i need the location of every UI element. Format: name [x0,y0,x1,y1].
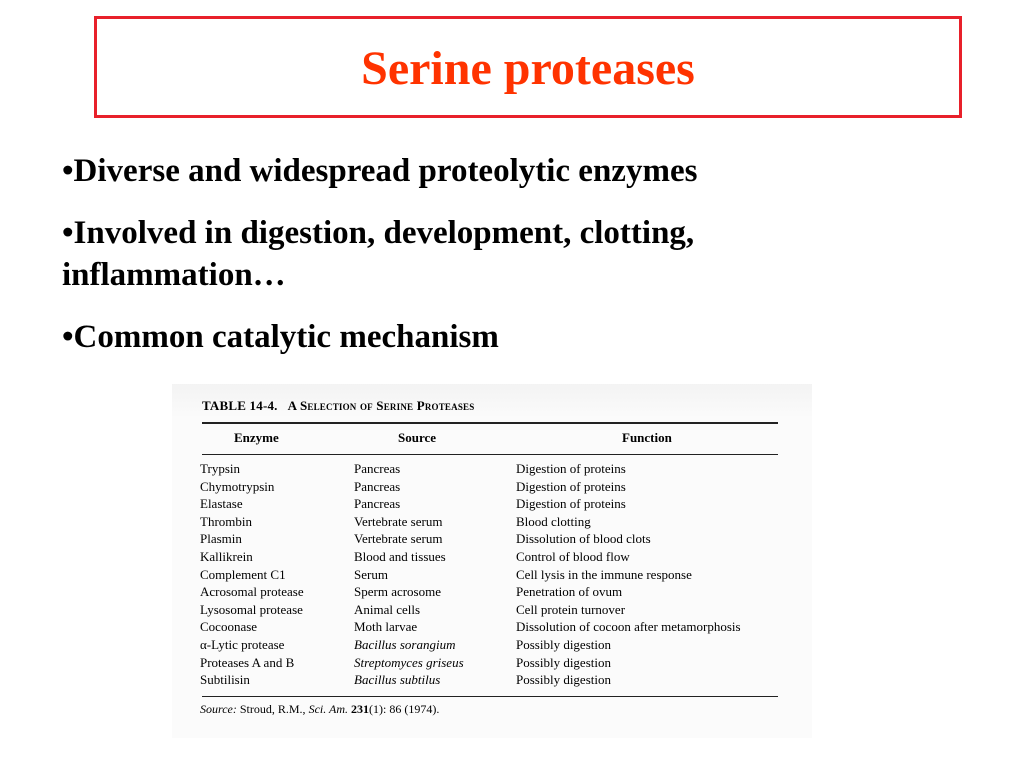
cell-source: Vertebrate serum [354,513,443,529]
table-bottom-rule [202,696,778,697]
table-row [200,460,800,478]
table-top-rule [202,422,778,424]
source-author: Stroud, R.M., [239,702,306,716]
cell-enzyme: Elastase [200,496,243,512]
source-label: Source: [200,702,237,716]
cell-function: Cell protein turnover [516,601,626,617]
table-body [200,460,800,689]
cell-function: Dissolution of cocoon after metamorphosis [516,619,741,635]
cell-function: Digestion of proteins [516,496,626,512]
cell-function: Dissolution of blood clots [516,531,651,547]
source-citation [200,702,439,717]
cell-function: Possibly digestion [516,654,611,670]
source-volume: 231 [351,702,370,716]
table-row [200,530,800,548]
cell-source: Pancreas [354,478,401,494]
bullet-item: •Involved in digestion, development, clotting, inflammation… [62,215,695,293]
cell-function: Control of blood flow [516,548,630,564]
table-row [200,601,800,619]
table-row [200,618,800,636]
cell-source: Pancreas [354,496,401,512]
cell-enzyme: Kallikrein [200,548,253,564]
cell-enzyme: Cocoonase [200,619,258,635]
cell-source: Bacillus sorangium [354,636,456,652]
table-row [200,654,800,672]
source-rest: (1): 86 (1974). [369,702,440,716]
cell-source: Animal cells [354,601,421,617]
table-title: A Selection of Serine Proteases [287,398,475,413]
table-row [200,548,800,566]
cell-function: Penetration of ovum [516,584,623,600]
cell-source: Sperm acrosome [354,584,442,600]
cell-source: Serum [354,566,388,582]
cell-function: Blood clotting [516,513,591,529]
cell-enzyme: Acrosomal protease [200,584,304,600]
cell-enzyme: Plasmin [200,531,242,547]
cell-source: Blood and tissues [354,548,446,564]
scanned-table-image [172,384,812,738]
table-row [200,513,800,531]
table-row [200,583,800,601]
table-row [200,566,800,584]
cell-enzyme: Lysosomal protease [200,601,303,617]
bullet-item: •Common catalytic mechanism [62,319,499,355]
cell-enzyme: α-Lytic protease [200,636,285,652]
cell-source: Moth larvae [354,619,418,635]
table-row [200,671,800,689]
cell-enzyme: Proteases A and B [200,654,295,670]
cell-function: Cell lysis in the immune response [516,566,692,582]
title-box [94,16,962,118]
cell-enzyme: Thrombin [200,513,252,529]
slide-title: Serine proteases [361,42,695,95]
source-journal: Sci. Am. [308,702,349,716]
cell-source: Pancreas [354,461,401,476]
cell-source: Vertebrate serum [354,531,443,547]
cell-function: Digestion of proteins [516,461,626,476]
cell-enzyme: Chymotrypsin [200,478,275,494]
cell-function: Possibly digestion [516,672,611,688]
header-source: Source [398,430,437,445]
header-function: Function [622,430,672,445]
cell-enzyme: Trypsin [200,461,240,476]
table-row [200,636,800,654]
cell-function: Possibly digestion [516,636,611,652]
table-row [200,478,800,496]
bullet-item: •Diverse and widespread proteolytic enzymes [62,153,698,189]
cell-enzyme: Subtilisin [200,672,250,688]
table-number: TABLE 14-4. [202,398,278,413]
table-caption [202,398,474,414]
cell-source: Bacillus subtilus [354,672,441,688]
table-row [200,495,800,513]
cell-enzyme: Complement C1 [200,566,286,582]
cell-source: Streptomyces griseus [354,654,464,670]
bullet-list [62,150,862,378]
header-enzyme: Enzyme [234,430,279,445]
cell-function: Digestion of proteins [516,478,626,494]
header-rule [202,454,778,455]
